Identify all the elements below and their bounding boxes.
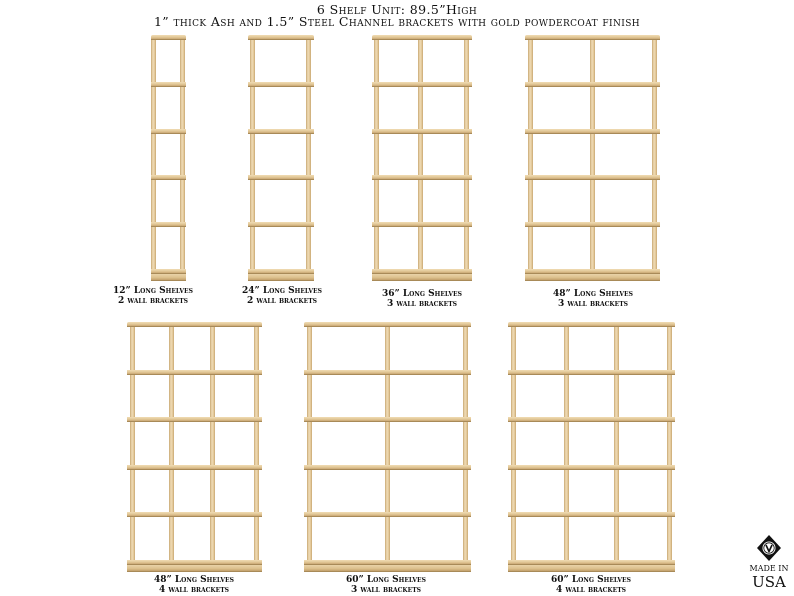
shelf-board — [304, 417, 471, 422]
page-title: 6 Shelf Unit: 89.5”High — [316, 2, 478, 17]
base-shelf-board — [127, 565, 262, 572]
top-shelf-board — [151, 35, 186, 40]
top-shelf-board — [127, 322, 262, 327]
shelf-board — [151, 129, 186, 134]
caption-unit-12in — [108, 286, 198, 306]
shelf-board — [508, 512, 675, 517]
wall-bracket-post — [464, 40, 469, 274]
shelf-board — [372, 82, 472, 87]
shelf-board — [304, 370, 471, 375]
shelf-board — [151, 222, 186, 227]
wall-bracket-post — [151, 40, 156, 274]
base-shelf-board — [248, 274, 314, 281]
caption-length: 48” Long Shelves — [154, 575, 234, 585]
top-shelf-board — [525, 35, 660, 40]
wall-bracket-post — [374, 40, 379, 274]
made-in-label: MADE IN — [749, 564, 789, 573]
shelf-unit-12in-2-brackets — [151, 35, 186, 281]
caption-unit-24in — [232, 286, 332, 306]
caption-brackets: 2 wall brackets — [246, 296, 318, 306]
caption-unit-48in-4 — [144, 575, 244, 595]
wall-bracket-post — [385, 327, 390, 565]
shelf-unit-24in-2-brackets — [248, 35, 314, 281]
shelf-board — [248, 82, 314, 87]
base-shelf-board — [525, 274, 660, 281]
base-shelf-board — [151, 274, 186, 281]
caption-length: 12” Long Shelves — [113, 286, 193, 296]
shelf-board — [127, 370, 262, 375]
wall-bracket-post — [418, 40, 423, 274]
caption-length: 60” Long Shelves — [551, 575, 631, 585]
shelf-board — [127, 512, 262, 517]
base-shelf-board — [508, 565, 675, 572]
caption-length: 60” Long Shelves — [346, 575, 426, 585]
shelf-board — [525, 175, 660, 180]
shelf-board — [248, 222, 314, 227]
caption-unit-60in-3 — [336, 575, 436, 595]
caption-brackets: 4 wall brackets — [555, 585, 627, 595]
shelf-board — [248, 129, 314, 134]
caption-length: 36” Long Shelves — [382, 289, 462, 299]
base-shelf-board — [304, 565, 471, 572]
shelf-board — [508, 465, 675, 470]
caption-brackets: 3 wall brackets — [386, 299, 458, 309]
wall-bracket-post — [250, 40, 255, 274]
wall-bracket-post — [130, 327, 135, 565]
shelf-board — [525, 82, 660, 87]
wall-bracket-post — [590, 40, 595, 274]
shelf-board — [304, 465, 471, 470]
top-shelf-board — [304, 322, 471, 327]
wall-bracket-post — [511, 327, 516, 565]
caption-unit-36in — [372, 289, 472, 309]
country-label: USA — [752, 573, 786, 591]
wall-bracket-post — [614, 327, 619, 565]
shelf-board — [372, 129, 472, 134]
shelf-board — [508, 370, 675, 375]
shelf-board — [127, 417, 262, 422]
wall-bracket-post — [307, 327, 312, 565]
shelf-board — [304, 512, 471, 517]
wall-bracket-post — [564, 327, 569, 565]
shelf-unit-36in-3-brackets — [372, 35, 472, 281]
caption-brackets: 2 wall brackets — [117, 296, 189, 306]
shelf-board — [508, 417, 675, 422]
caption-length: 48” Long Shelves — [553, 289, 633, 299]
wall-bracket-post — [306, 40, 311, 274]
caption-unit-48in-3 — [543, 289, 643, 309]
wall-bracket-post — [463, 327, 468, 565]
shelf-unit-60in-4-brackets — [508, 322, 675, 572]
shelf-board — [525, 129, 660, 134]
shelf-board — [372, 222, 472, 227]
shelf-board — [248, 175, 314, 180]
wall-bracket-post — [528, 40, 533, 274]
wall-bracket-post — [180, 40, 185, 274]
wall-bracket-post — [254, 327, 259, 565]
wall-bracket-post — [210, 327, 215, 565]
caption-brackets: 3 wall brackets — [350, 585, 422, 595]
caption-length: 24” Long Shelves — [242, 286, 322, 296]
top-shelf-board — [372, 35, 472, 40]
shelf-unit-48in-4-brackets — [127, 322, 262, 572]
shelf-board — [151, 82, 186, 87]
wall-bracket-post — [667, 327, 672, 565]
caption-unit-60in-4 — [541, 575, 641, 595]
shelf-board — [525, 222, 660, 227]
made-in-usa-badge — [744, 534, 794, 562]
shelf-unit-60in-3-brackets — [304, 322, 471, 572]
wall-bracket-post — [652, 40, 657, 274]
caption-brackets: 4 wall brackets — [158, 585, 230, 595]
caption-brackets: 3 wall brackets — [557, 299, 629, 309]
wall-bracket-post — [169, 327, 174, 565]
shelf-board — [127, 465, 262, 470]
shelf-unit-48in-3-brackets — [525, 35, 660, 281]
page-subtitle: 1” thick Ash and 1.5” Steel Channel brackets with gold powdercoat finish — [153, 14, 641, 29]
top-shelf-board — [508, 322, 675, 327]
v-diamond-logo-icon — [756, 534, 782, 562]
top-shelf-board — [248, 35, 314, 40]
base-shelf-board — [372, 274, 472, 281]
shelf-board — [151, 175, 186, 180]
shelf-board — [372, 175, 472, 180]
